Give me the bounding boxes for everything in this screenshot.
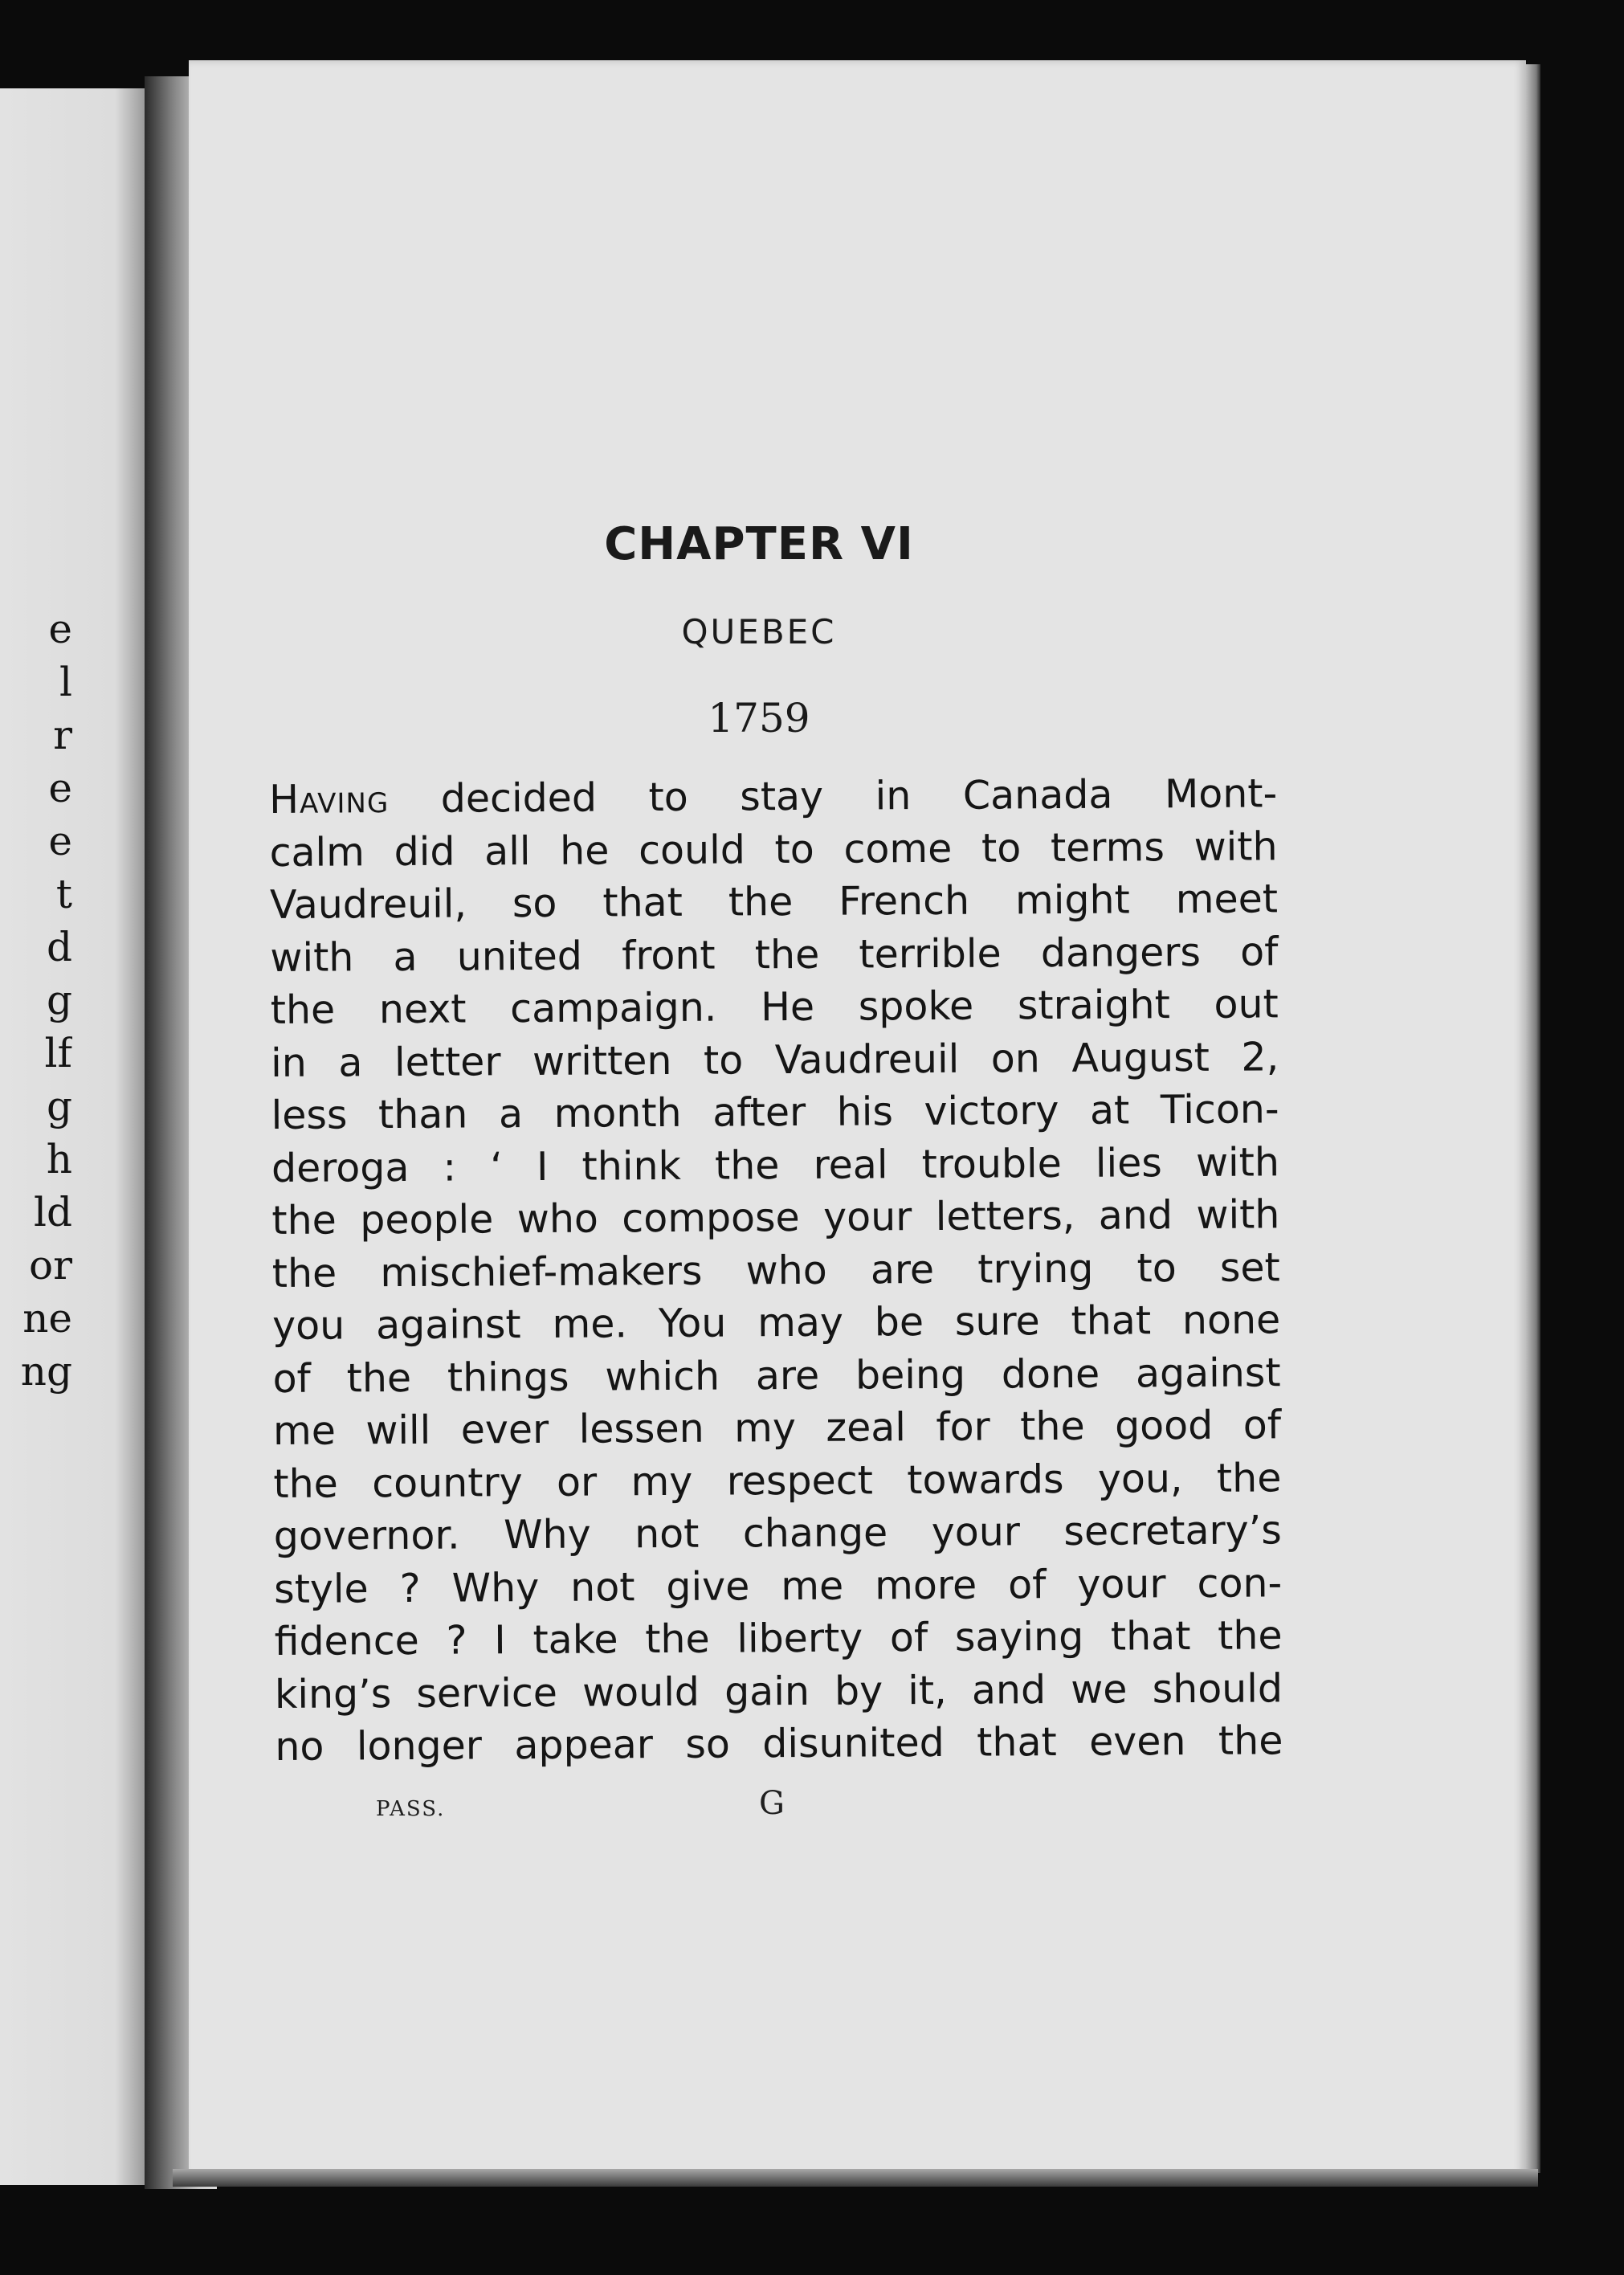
fragment-line: l [59,659,72,705]
body-line: with a united front the terrible dangers of [270,928,1279,981]
body-line: the mischief-makers who are trying to set [271,1244,1280,1297]
body-line: deroga : ‘ I think the real trouble lies with [271,1138,1280,1191]
fragment-line: e [48,818,72,864]
chapter-body-text [269,767,1283,1773]
fragment-line: t [55,871,72,917]
chapter-heading: CHAPTER VI [604,518,914,570]
body-line: of the things which are being done against [272,1349,1281,1402]
lead-word: Having [269,776,390,823]
fragment-line: r [53,712,72,758]
body-line: Vaudreuil, so that the French might meet [269,876,1279,928]
body-line: less than a month after his victory at Ticon- [271,1086,1279,1138]
fragment-line: d [46,924,72,970]
page-right-edge [1526,64,1540,2173]
body-line: in a letter written to Vaudreuil on August 2, [271,1033,1279,1086]
body-line: the next campaign. He spoke straight out [270,981,1279,1033]
body-line: the people who compose your letters, and with [271,1191,1280,1244]
body-line: style ? Why not give me more of your con- [274,1559,1283,1612]
fragment-line: ng [20,1348,72,1395]
body-line-text: decided to stay in Canada Mont- [389,770,1278,823]
fragment-line: ld [34,1189,72,1236]
previous-page-edge [0,88,165,2185]
body-line: no longer appear so disunited that even the [275,1717,1283,1770]
body-line: you against me. You may be sure that none [272,1297,1281,1349]
body-line: fidence ? I take the liberty of saying that the [274,1612,1283,1664]
body-line: calm did all he could to come to terms with [269,823,1278,876]
body-line: me will ever lessen my zeal for the good of [272,1402,1282,1454]
printer-signature: PASS. [376,1797,446,1821]
chapter-year: 1759 [708,695,810,741]
fragment-line: e [48,606,72,652]
fragment-line: e [48,765,72,811]
fragment-line: lf [44,1030,72,1076]
body-line: king’s service would gain by it, and we should [274,1664,1283,1717]
body-line: the country or my respect towards you, the [273,1454,1282,1507]
signature-mark: G [759,1785,785,1822]
fragment-line: or [28,1242,72,1289]
body-line: governor. Why not change your secretary’s [273,1507,1282,1559]
fragment-line: g [46,977,72,1023]
fragment-line: g [46,1083,72,1129]
fragment-line: ne [22,1295,72,1342]
body-line [269,767,1277,826]
fragment-line: h [46,1136,72,1182]
chapter-title: QUEBEC [681,612,837,651]
page-bottom-edge [173,2169,1538,2187]
